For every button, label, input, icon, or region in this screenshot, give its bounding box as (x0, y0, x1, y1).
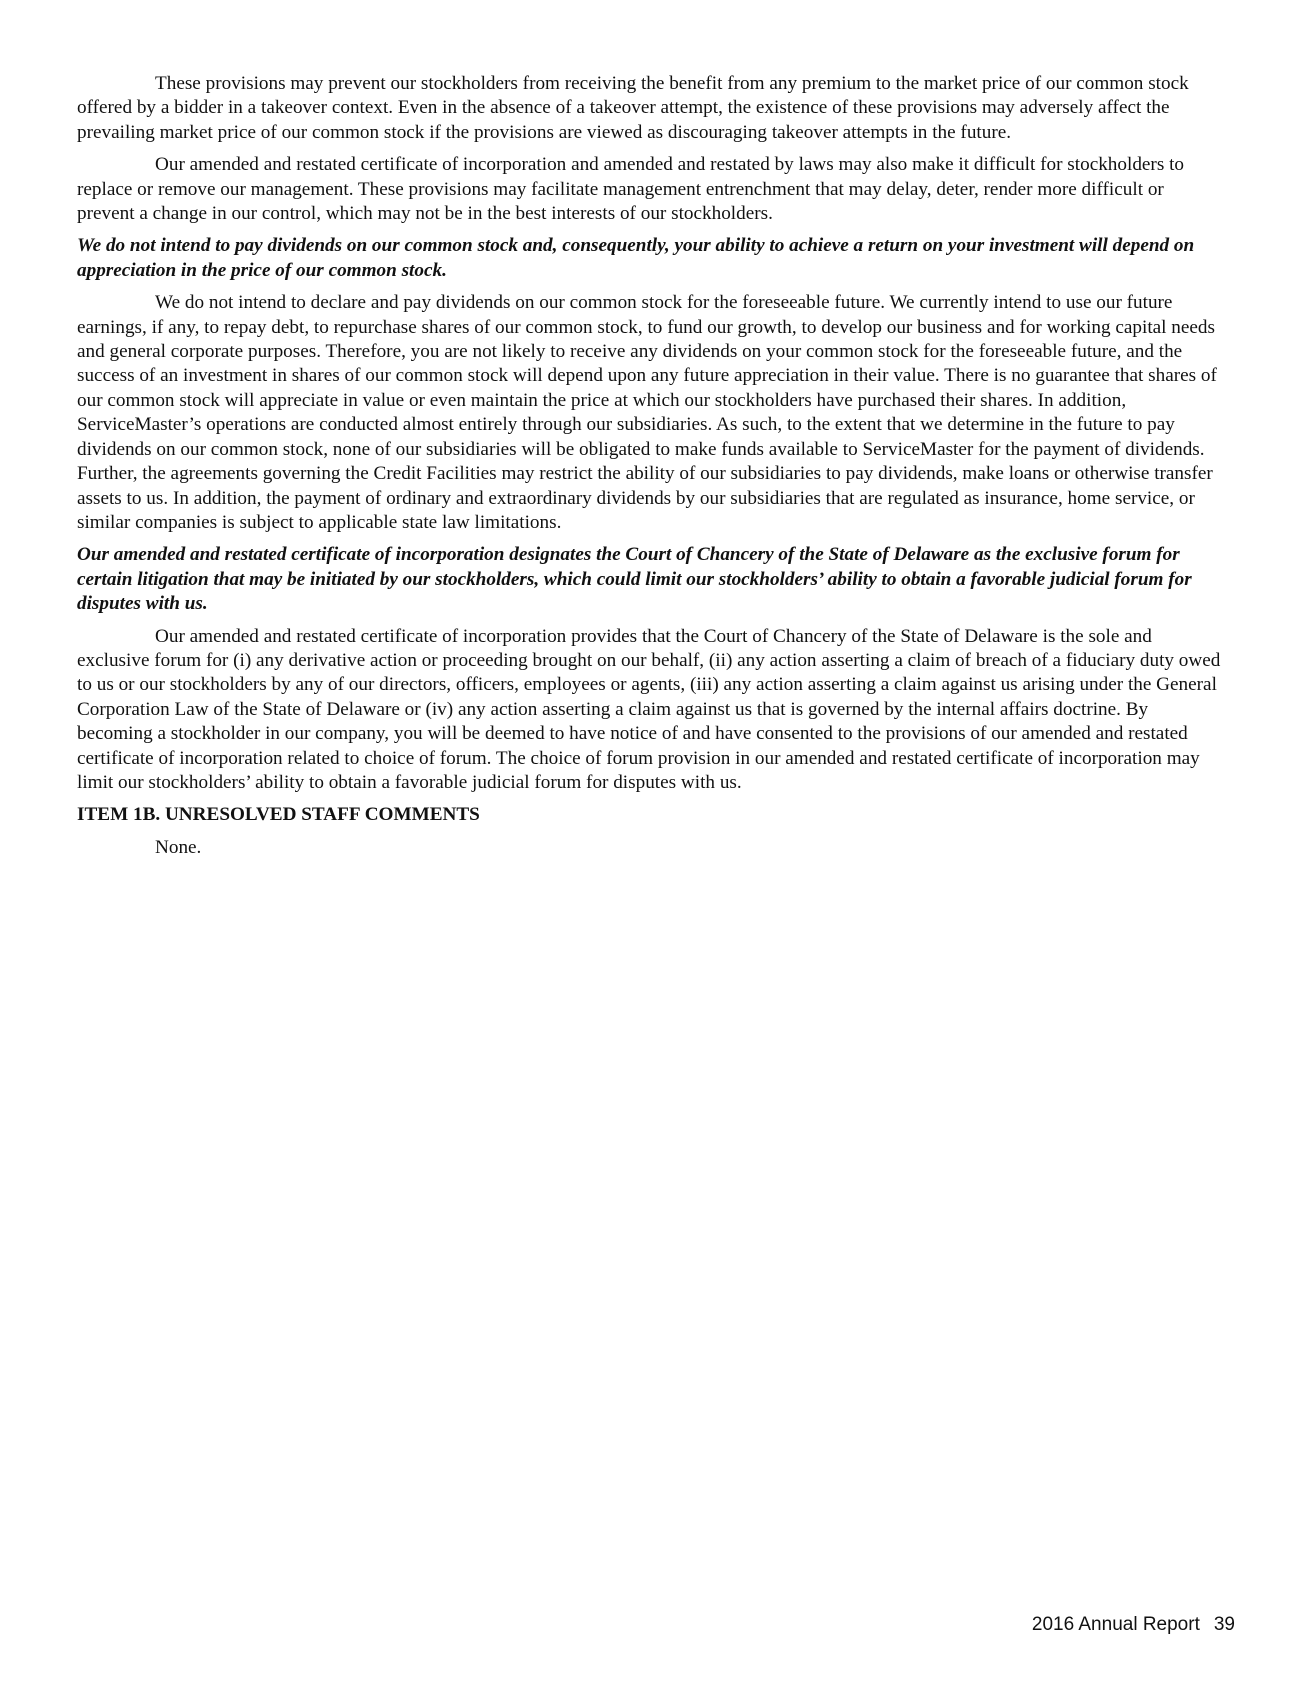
paragraph-takeover-premium: These provisions may prevent our stockholders from receiving the benefit from any premium to the market price of our common stock offered by a bidder in a takeover context. Even in the absence of a takeover attempt, the existence of these provisions may adversely affect the prevailing market price of our common stock if the provisions are viewed as discouraging takeover attempts in the future. (77, 73, 1189, 143)
paragraph-none: None. (155, 836, 202, 858)
footer-report-label: 2016 Annual Report (1031, 1614, 1200, 1635)
risk-heading-dividends: We do not intend to pay dividends on our common stock and, consequently, your ability to achieve a return on your investment will depend on appreciation in the price of our common stock. (77, 235, 1195, 281)
paragraph-management-entrenchment: Our amended and restated certificate of incorporation and amended and restated by laws may also make it difficult for stockholders to replace or remove our management. These provisions may facilitate management entrenchment that may delay, deter, render more difficult or prevent a change in our control, which may not be in the best interests of our stockholders. (77, 154, 1185, 225)
page-footer (1032, 1613, 1235, 1637)
item-1b-heading: ITEM 1B. UNRESOLVED STAFF COMMENTS (77, 804, 480, 826)
risk-heading-exclusive-forum: Our amended and restated certificate of incorporation designates the Court of Chancery of the State of Delaware as the exclusive forum for certain litigation that may be initiated by our stockholders, which could limit our stockholders’ ability to obtain a favorable judicial forum for disputes with us. (77, 544, 1192, 615)
paragraph-dividends: We do not intend to declare and pay dividends on our common stock for the foreseeable future. We currently intend to use our future earnings, if any, to repay debt, to repurchase shares of our common stock, to fund our growth, to develop our business and for working capital needs and general corporate purposes. Therefore, you are not likely to receive any dividends on your common stock for the foreseeable future, and the success of an investment in shares of our common stock will depend upon any future appreciation in their value. There is no guarantee that shares of our common stock will appreciate in value or even maintain the price at which our stockholders have purchased their shares. In addition, ServiceMaster’s operations are conducted almost entirely through our subsidiaries. As such, to the extent that we determine in the future to pay dividends on our common stock, none of our subsidiaries will be obligated to make funds available to ServiceMaster for the payment of dividends. Further, the agreements governing the Credit Facilities may restrict the ability of our subsidiaries to pay dividends, make loans or otherwise transfer assets to us. In addition, the payment of ordinary and extraordinary dividends by our subsidiaries that are regulated as insurance, home service, or similar companies is subject to applicable state law limitations. (77, 292, 1217, 533)
paragraph-exclusive-forum: Our amended and restated certificate of incorporation provides that the Court of Chancery of the State of Delaware is the sole and exclusive forum for (i) any derivative action or proceeding brought on our behalf, (ii) any action asserting a claim of breach of a fiduciary duty owed to us or our stockholders by any of our directors, officers, employees or agents, (iii) any action asserting a claim against us arising under the General Corporation Law of the State of Delaware or (iv) any action asserting a claim against us that is governed by the internal affairs doctrine. By becoming a stockholder in our company, you will be deemed to have notice of and have consented to the provisions of our amended and restated certificate of incorporation related to choice of forum. The choice of forum provision in our amended and restated certificate of incorporation may limit our stockholders’ ability to obtain a favorable judicial forum for disputes with us. (77, 625, 1221, 793)
page-number: 39 (1213, 1614, 1235, 1635)
document-body (77, 72, 1225, 868)
